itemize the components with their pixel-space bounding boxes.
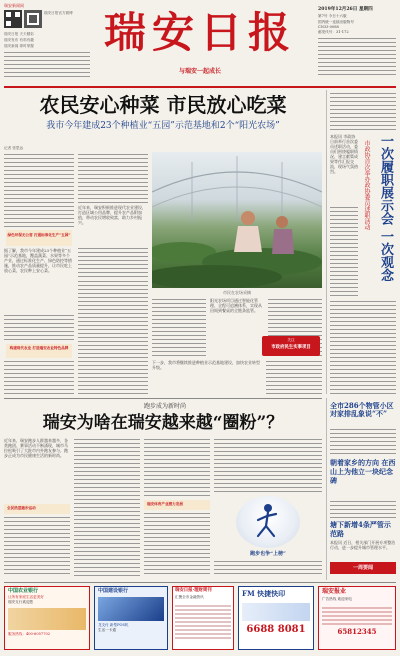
masthead-slogan: 与瑞安一起成长 — [178, 68, 221, 75]
ad3-line1: 汇聚全市金融资讯 — [175, 595, 204, 599]
section-divider — [4, 398, 322, 399]
qr-code-icon — [24, 10, 42, 28]
ad-agri-bank[interactable] — [4, 586, 90, 650]
lead-headline: 农民安心种菜 市民放心吃菜 — [39, 93, 287, 117]
lead-text-col-2d — [78, 360, 148, 394]
ad-news-group[interactable] — [318, 586, 396, 650]
lead-body-b: 近年来，瑞安积极推进现代农业建设，打造区域公用品牌，提升农产品附加值，带动农民增收致富，助力乡村振兴。 — [78, 205, 146, 225]
ad3-title: 瑞安日报·理财周刊 — [175, 588, 212, 593]
ad5-text — [322, 605, 392, 627]
right-column-rule — [326, 90, 327, 394]
cn-line: CN33-0088 — [318, 25, 339, 29]
masthead-left-text — [4, 51, 90, 77]
lead-photo — [152, 152, 322, 288]
brief-2-title: 朝着家乡的方向 在西山上为他立一块纪念碑 — [330, 458, 396, 485]
masthead-ad-line-3: 瑞安新闻 即时掌握 — [4, 44, 34, 48]
lead-text-col-2c — [78, 280, 148, 358]
lead-body-a: 据了解，我市今年建成23个种植业“五园”示范基地，覆盖蔬菜、水果等多个产业，通过标准化生产、绿色防控等措施，推动农产品质量提升，让市民吃上放心菜，农民种上安心菜。 — [4, 248, 72, 273]
ad1-banner — [8, 608, 86, 630]
running-illustration — [236, 496, 300, 548]
masthead-divider — [4, 86, 396, 88]
ad-ccb[interactable] — [94, 586, 168, 650]
policy-badge-line1: 关注 — [287, 338, 295, 342]
ad1-phone: 服务热线：400-6057702 — [8, 632, 51, 637]
issue-number: 第7号 今日十六版 — [318, 14, 347, 18]
ad1-line1: 让所有家庭生活更美好 — [8, 595, 44, 599]
story2-text-col-3 — [144, 438, 210, 498]
lead-text-col-1b — [4, 314, 74, 342]
ad3-table — [175, 603, 231, 641]
lead-text-col-6 — [266, 360, 322, 394]
story2-body: 近年来，瑞安跑步人群越来越多，各类跑团、赛事活动不断涌现，城市马拉松吸引了大批市内外跑友参与，跑步正成为市民健康生活的新时尚。 — [4, 438, 68, 458]
brief-1-title: 全市286个物管小区对家排乱象说“不” — [330, 402, 394, 418]
qr-code-icon — [4, 10, 22, 28]
ad-finance-weekly[interactable] — [172, 586, 234, 650]
policy-badge-line2: 市政府民生实事项目 — [271, 345, 311, 350]
policy-badge — [262, 336, 320, 356]
lead-section-b-label: 构建现代农业 打造瑞安农业特色品牌 — [9, 346, 69, 350]
issn-line: 国内统一连续出版物号 — [318, 20, 354, 24]
brief-label: 一周要闻 — [352, 565, 373, 571]
lead-photo-caption: 市民在农场采摘 — [223, 290, 251, 295]
lead-subhead: 我市今年建成23个种植业“五园”示范基地和2个“阳光农场” — [46, 121, 280, 131]
masthead-title: 瑞安日报 — [104, 8, 297, 57]
ad2-line1: 龙支付 新型POS机 — [98, 623, 129, 627]
story2-headline: 瑞安为啥在瑞安越来越“圈粉”？ — [42, 413, 284, 433]
lead-text-col-3 — [152, 298, 206, 358]
greenhouse-illustration — [152, 152, 322, 288]
ad5-line1: 广告热线 欢迎来电 — [322, 597, 352, 601]
story2-text-col-1 — [4, 516, 70, 576]
lead-text-col-1 — [4, 153, 74, 229]
ad1-line2: 瑞安支行欢迎您 — [8, 599, 34, 604]
brief-2-text — [330, 500, 396, 518]
story2-section-b-label: 瑞安体育产业潜力发展 — [147, 502, 183, 506]
story2-section-c: 跑步也争“上榜” — [250, 551, 286, 557]
story2-kicker: 跑步成为新时尚 — [143, 403, 186, 410]
masthead — [0, 0, 400, 86]
right-vertical-subhead: 市政协首次举办政协委员述职活动 — [363, 140, 370, 230]
post-code-line: 邮发代号：31-172 — [318, 30, 349, 34]
right-col-text-3 — [330, 300, 396, 394]
story2-text-col-3b — [144, 512, 210, 576]
masthead-ad-line-1: 瑞安日报 天天精彩 — [4, 32, 34, 36]
story2-text-col-2 — [74, 438, 140, 576]
masthead-right-text — [318, 37, 396, 75]
story2-section-b — [144, 500, 210, 510]
right-intro-text — [330, 92, 396, 132]
ad4-phone: 6688 8081 — [246, 624, 306, 635]
masthead-ad-line-2: 瑞安发布 有料有趣 — [4, 38, 34, 42]
story2-text-col-4 — [214, 438, 322, 494]
lead-text-col-2b — [78, 247, 148, 277]
ad-print-shop[interactable] — [238, 586, 314, 650]
lead-text-col-1c — [4, 360, 74, 394]
story2-section-a — [4, 504, 70, 514]
lead-header — [4, 90, 322, 144]
issue-date: 2019年12月26日 星期四 — [318, 7, 373, 12]
ad5-title: 瑞安报业 — [322, 588, 347, 595]
runner-icon — [236, 496, 300, 548]
lead-section-a-label: 绿色环保无公害 打通标准化生产“五园” — [7, 233, 71, 237]
lead-byline: 记者 张思远 — [4, 146, 24, 150]
brief-label-bar — [330, 562, 396, 574]
story2-text-col-5 — [214, 560, 322, 576]
right-col-text-2 — [330, 206, 358, 298]
right-bottom-rule — [326, 398, 327, 580]
masthead-sub: 瑞安日报官方微博 — [44, 11, 73, 15]
brief-3-title: 塘下新增4条严管示范路 — [330, 520, 391, 538]
lead-body-d: 下一步，我市将继续推进种植业示范基地建设，加快农业转型升级。 — [152, 360, 260, 370]
lead-body-c: 阳光农场项目通过智能化管理、全程可追溯体系，实现从田间到餐桌的全链条监管。 — [210, 298, 262, 313]
brief-1-text — [330, 428, 396, 456]
ad4-banner — [242, 603, 310, 621]
brief-body: 本报讯 近日，相关部门开展专项整治行动，进一步提升城市管理水平。 — [330, 540, 396, 550]
right-col-body: 本报讯 市政协日前举行首次委员述职活动，委员们围绕履职情况、建言献策成果等作汇报交流，现场气氛热烈。 — [330, 134, 358, 174]
lead-text-col-2 — [78, 153, 148, 203]
ad2-line2: 生活一卡通 — [98, 627, 116, 632]
ad5-phone: 65812345 — [337, 626, 377, 636]
ad2-banner — [98, 597, 164, 621]
ad1-title: 中国农业银行 — [8, 588, 39, 594]
ad4-title: FM 快捷快印 — [242, 589, 286, 598]
story2-section-a-label: 全民热爱跑步运动 — [7, 506, 36, 510]
ad-divider — [4, 582, 396, 583]
masthead-left-top: 瑞安新闻网 — [4, 3, 24, 8]
lead-section-b — [6, 344, 72, 358]
right-vertical-headline: 一次履职展示会 一次观念 — [378, 134, 393, 282]
lead-section-a — [6, 230, 72, 246]
ad2-title: 中国建设银行 — [98, 588, 129, 594]
